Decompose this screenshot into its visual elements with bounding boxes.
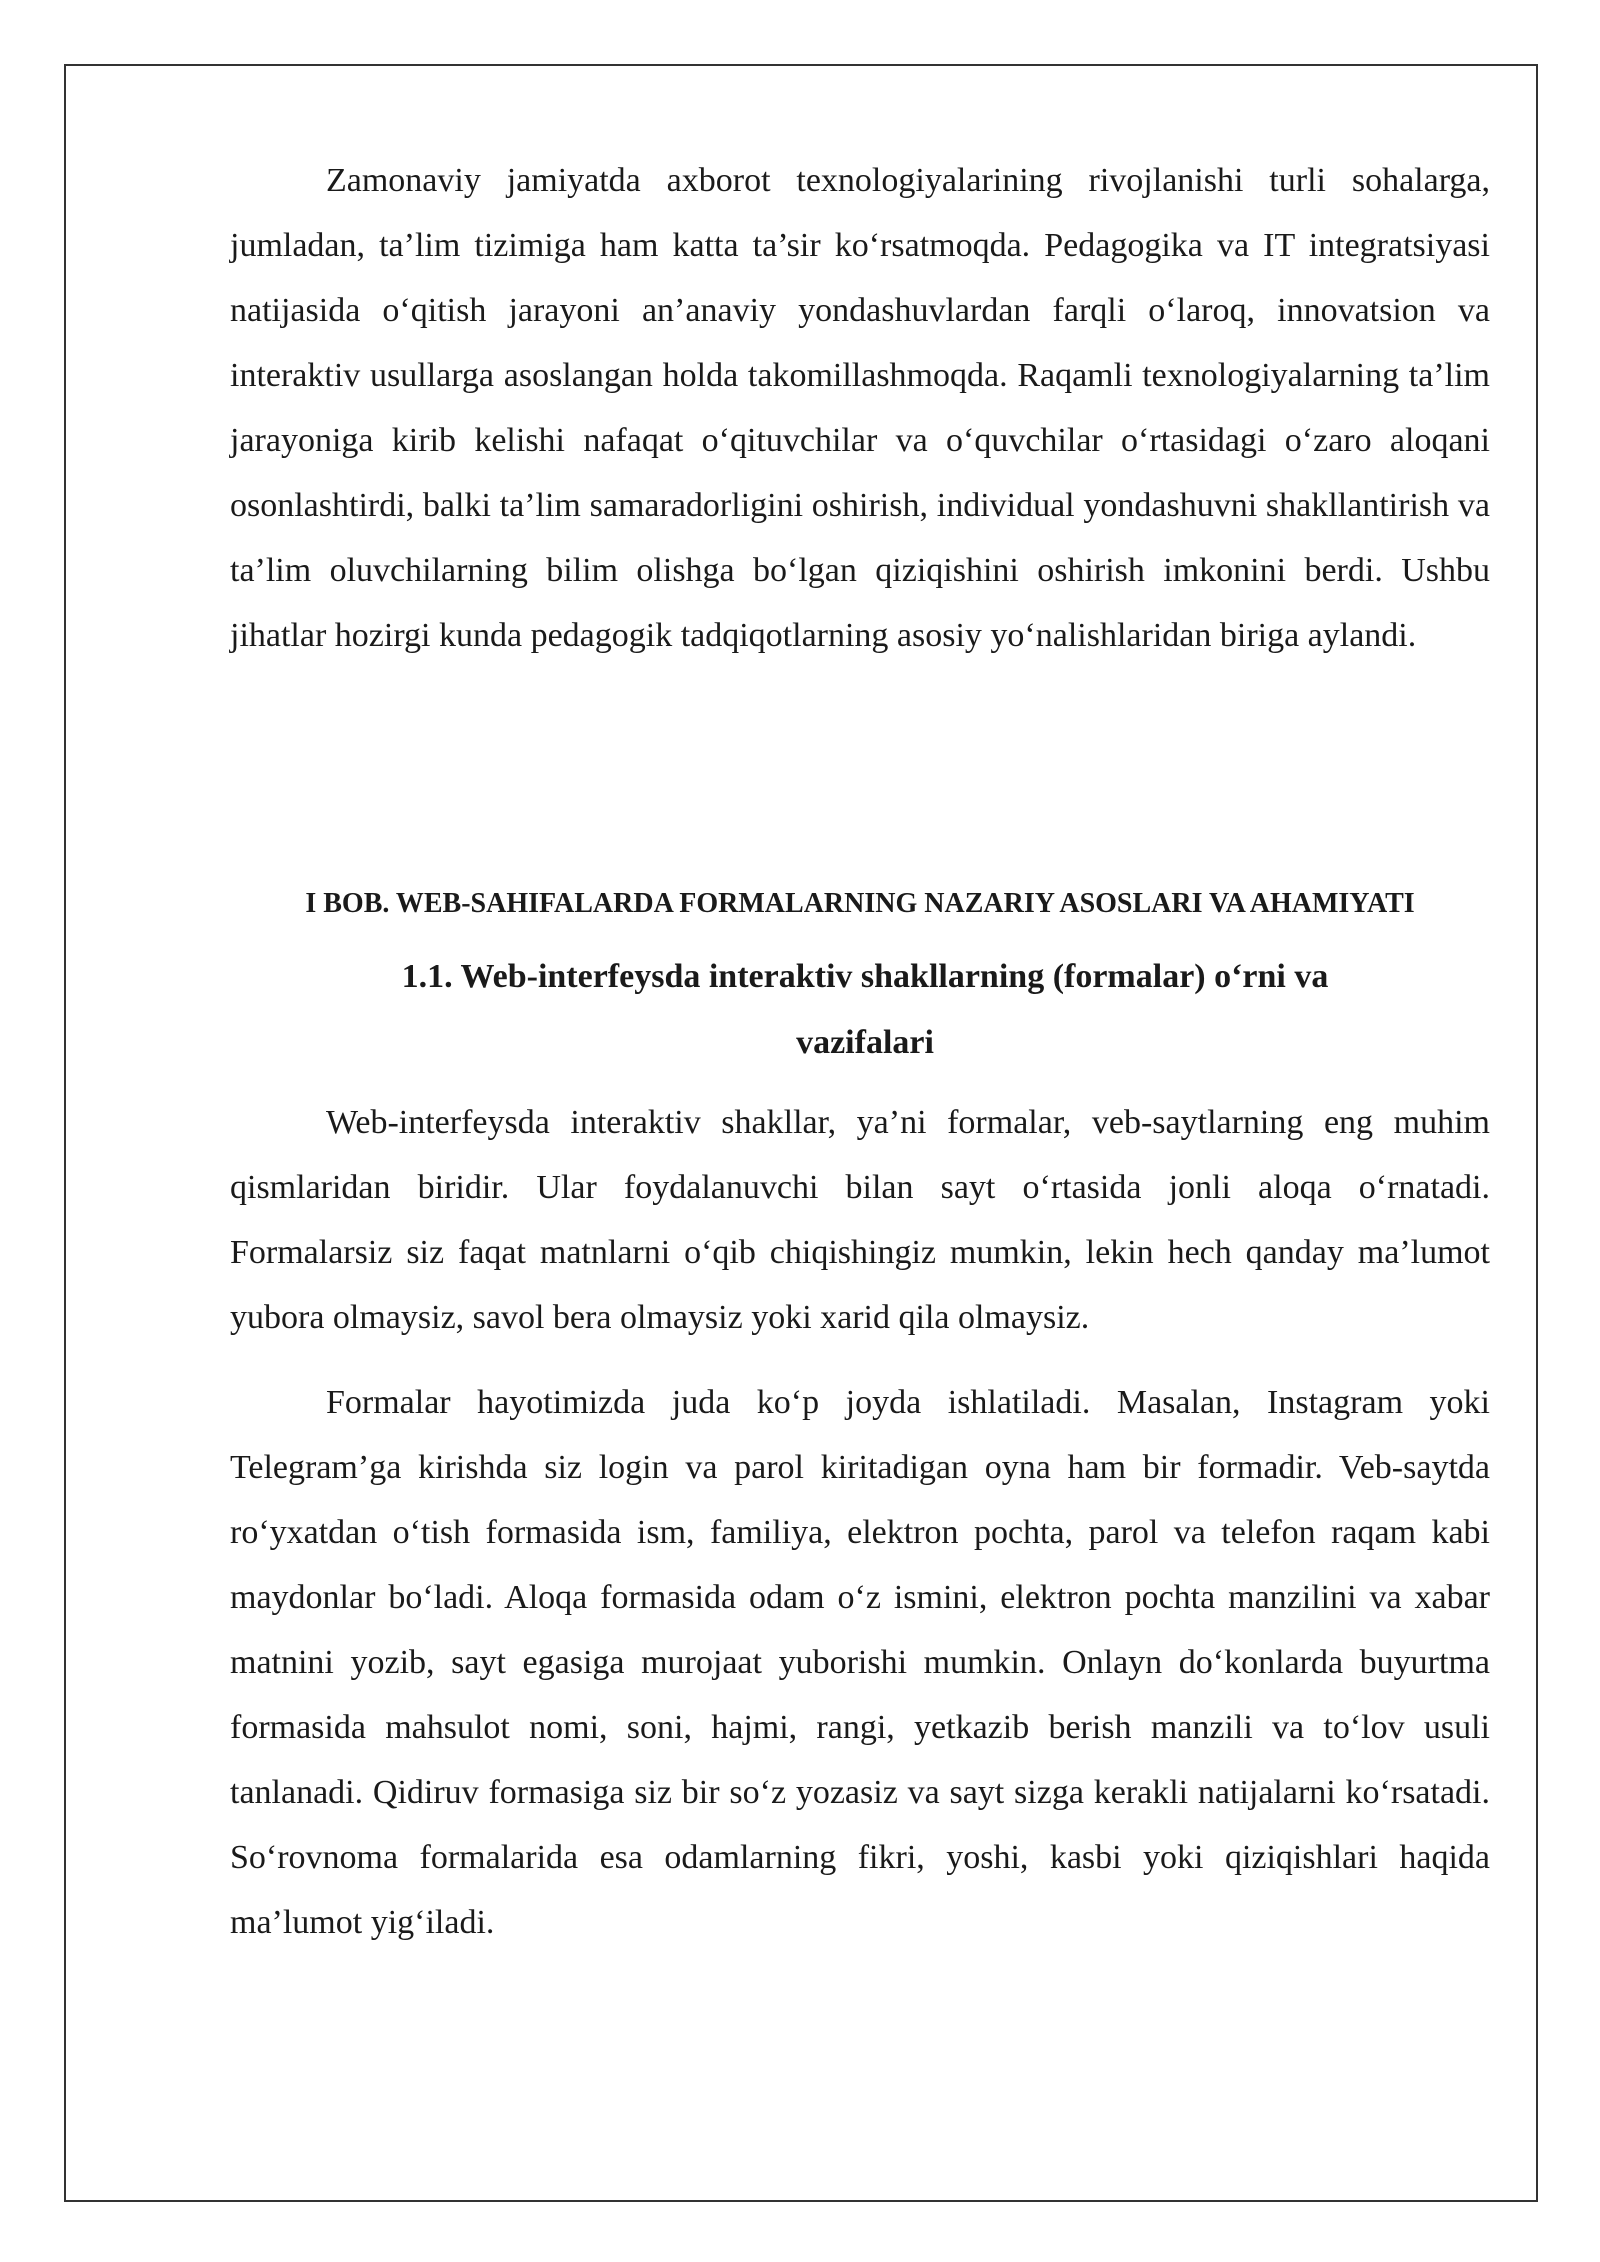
document-body <box>230 148 1490 1955</box>
intro-paragraph: Zamonaviy jamiyatda axborot texnologiyalarining rivojlanishi turli sohalarga, jumladan, ta’lim tizimiga ham katta ta’sir ko‘rsatmoqda. Pedagogika va IT integratsiyasi natijasida o‘qitish jarayoni an’anaviy yondashuvlardan farqli o‘laroq, innovatsion va interaktiv usullarga asoslangan holda takomillashmoqda. Raqamli texnologiyalarning ta’lim jarayoniga kirib kelishi nafaqat o‘qituvchilar va o‘quvchilar o‘rtasidagi o‘zaro aloqani osonlashtirdi, balki ta’lim samaradorligini oshirish, individual yondashuvni shakllantirish va ta’lim oluvchilarning bilim olishga bo‘lgan qiziqishini oshirish imkonini berdi. Ushbu jihatlar hozirgi kunda pedagogik tadqiqotlarning asosiy yo‘nalishlaridan biriga aylandi. <box>230 162 1490 654</box>
section-paragraph-2: Formalar hayotimizda juda ko‘p joyda ishlatiladi. Masalan, Instagram yoki Telegram’ga kirishda siz login va parol kiritadigan oyna ham bir formadir. Veb-saytda ro‘yxatdan o‘tish formasida ism, familiya, elektron pochta, parol va telefon raqam kabi maydonlar bo‘ladi. Aloqa formasida odam o‘z ismini, elektron pochta manzilini va xabar matnini yozib, sayt egasiga murojaat yuborishi mumkin. Onlayn do‘konlarda buyurtma formasida mahsulot nomi, soni, hajmi, rangi, yetkazib berish manzili va to‘lov usuli tanlanadi. Qidiruv formasiga siz bir so‘z yozasiz va sayt sizga kerakli natijalarni ko‘rsatadi. So‘rovnoma formalarida esa odamlarning fikri, yoshi, kasbi yoki qiziqishlari haqida ma’lumot yig‘iladi. <box>230 1384 1490 1941</box>
chapter-title: I BOB. WEB-SAHIFALARDA FORMALARNING NAZARIY ASOSLARI VA AHAMIYATI <box>305 888 1415 919</box>
section-paragraph-1: Web-interfeysda interaktiv shakllar, ya’ni formalar, veb-saytlarning eng muhim qismlaridan biridir. Ular foydalanuvchi bilan sayt o‘rtasida jonli aloqa o‘rnatadi. Formalarsiz siz faqat matnlarni o‘qib chiqishingiz mumkin, lekin hech qanday ma’lumot yubora olmaysiz, savol bera olmaysiz yoki xarid qila olmaysiz. <box>230 1104 1490 1336</box>
section-title: 1.1. Web-interfeysda interaktiv shakllarning (formalar) o‘rni va vazifalari <box>401 958 1329 1061</box>
